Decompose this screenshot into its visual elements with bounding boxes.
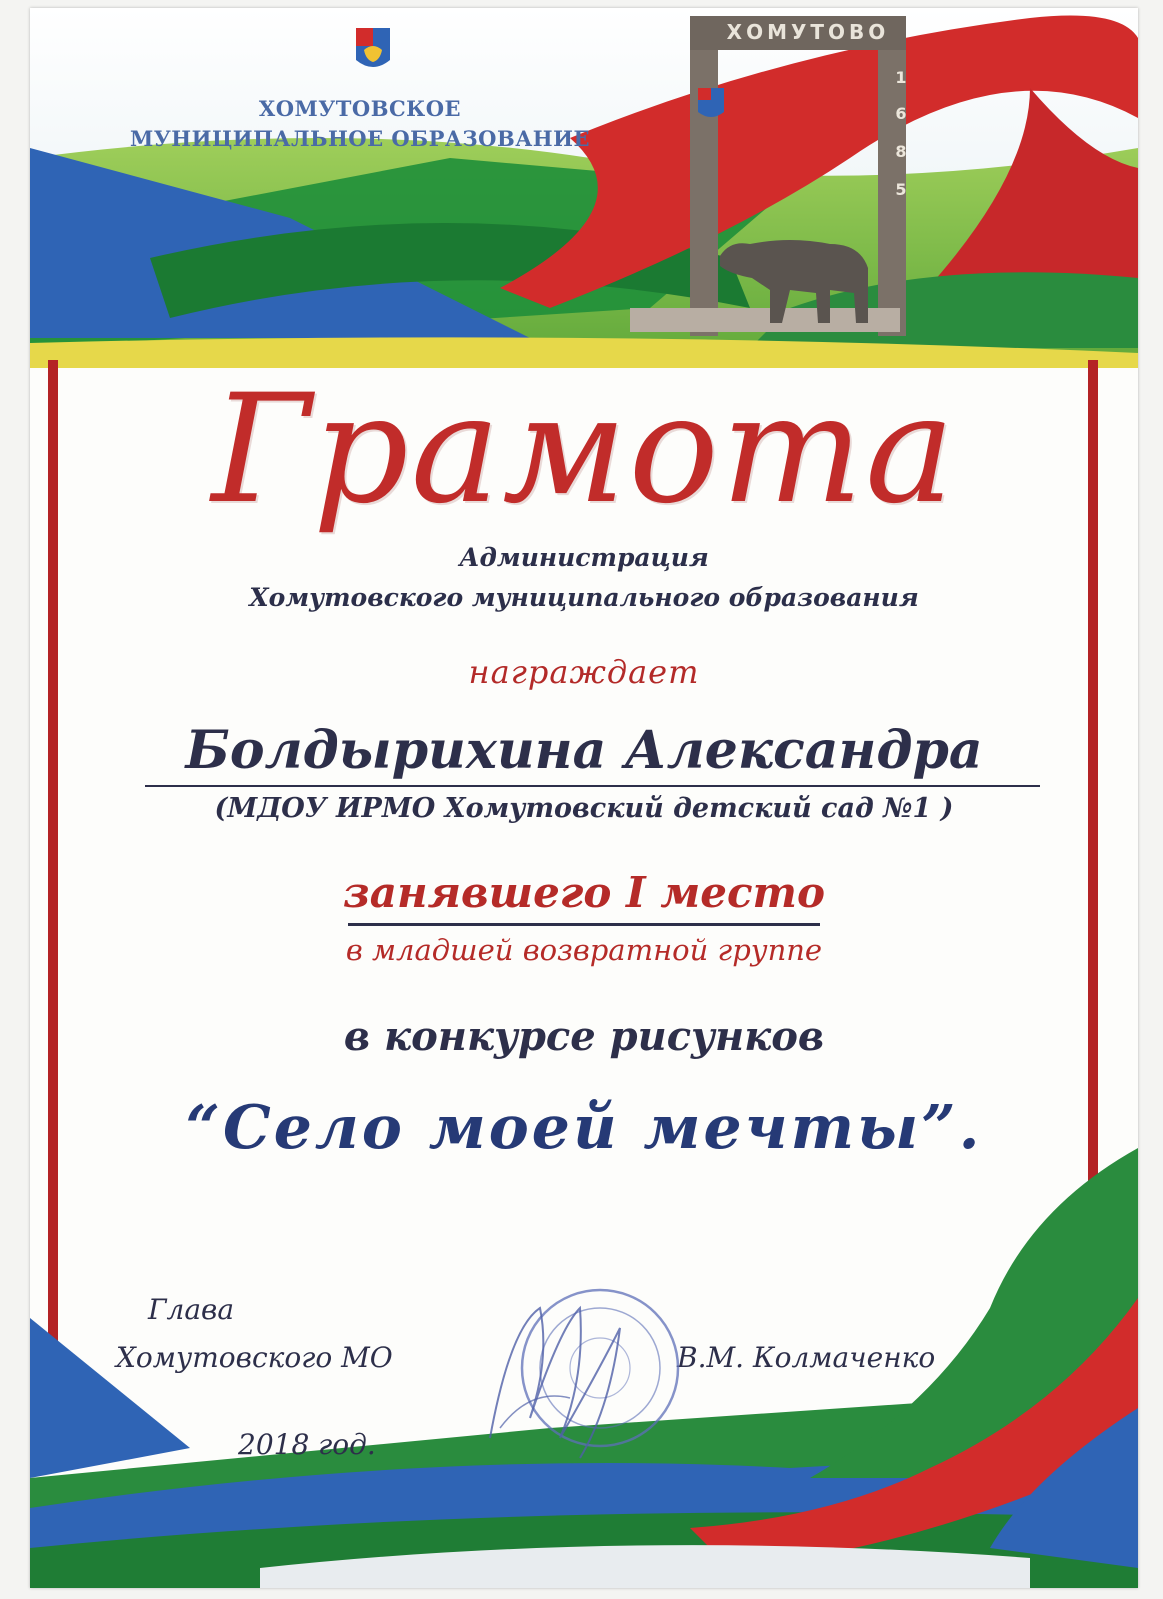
issuer-line1: Администрация: [459, 543, 709, 572]
contest-name: “Село моей мечты”.: [185, 1093, 983, 1163]
signatory-title-line1: Глава: [148, 1293, 235, 1326]
signatory-name: В.М. Колмаченко: [677, 1341, 936, 1374]
certificate-title: Грамота: [211, 363, 957, 537]
certificate-page: [30, 8, 1138, 1588]
municipality-title-line1: ХОМУТОВСКОЕ: [258, 96, 462, 121]
place-underline: [348, 923, 820, 926]
age-group: в младшей возвратной группе: [345, 933, 823, 967]
gate-year-digit: 1: [895, 68, 907, 87]
issue-year: 2018 год.: [238, 1428, 376, 1461]
recipient-underline: [145, 785, 1040, 787]
award-place: занявшего I место: [342, 868, 825, 917]
signatory-title-line2: Хомутовского МО: [116, 1341, 393, 1374]
gate-year-digit: 5: [895, 180, 907, 199]
contest-label: в конкурсе рисунков: [343, 1013, 825, 1060]
header-banner: [30, 8, 1138, 368]
gate-sign: ХОМУТОВО: [726, 20, 890, 44]
awards-word: награждает: [468, 653, 700, 691]
recipient-name: Болдырихина Александра: [185, 720, 983, 781]
gate-year-digit: 6: [895, 104, 907, 123]
recipient-organization: (МДОУ ИРМО Хомутовский детский сад №1 ): [214, 793, 954, 824]
municipality-title-line2: МУНИЦИПАЛЬНОЕ ОБРАЗОВАНИЕ: [130, 126, 591, 151]
gate-year-digit: 8: [895, 142, 907, 161]
issuer-line2: Хомутовского муниципального образования: [249, 583, 919, 612]
official-stamp-and-signature: [470, 1268, 700, 1468]
